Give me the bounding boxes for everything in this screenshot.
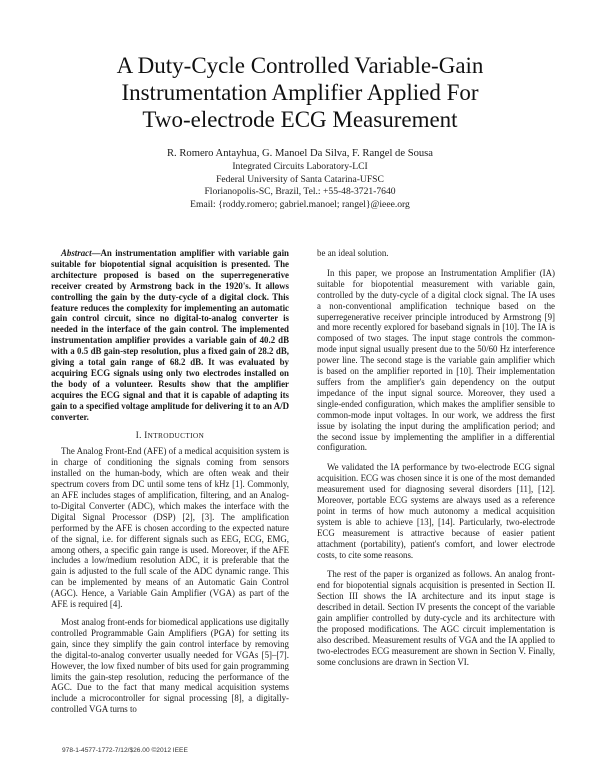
continued-paragraph: be an ideal solution. [317, 248, 389, 258]
author-list: R. Romero Antayhua, G. Manoel Da Silva, F. Rangel de Sousa [166, 148, 434, 159]
abstract-text: —An instrumentation amplifier with variable gain suitable for biopotential signal acquisition is presented. The architecture proposed is based on the superregenerative receiver created by Armstrong back in the 1920's. It allows controlling the gain by the duty-cycle of a digital clock. This feature reduces the complexity for implementing an automatic gain control circuit, since no digital-to-analog converter is needed in the interface of the gain control. The implemented instrumentation amplifier provides a variable gain of 40.2 dB with a 0.5 dB gain-step resolution, plus a fixed gain of 28.2 dB, giving a total gain range of 68.2 dB. It was evaluated by acquiring ECG signals using only two electrodes installed on the body of a volunteer. Results show that the amplifier acquires the ECG signal and that it is capable of adapting its gain to a specified voltage amplitude for delivering it to an A/D converter. [51, 248, 289, 422]
title-block [60, 52, 540, 211]
right-column [317, 248, 555, 668]
copyright-footer: 978-1-4577-1772-7/12/$26.00 ©2012 IEEE [62, 747, 188, 754]
affiliation-university: Federal University of Santa Catarina-UFSC [216, 173, 384, 185]
intro-paragraph-2: Most analog front-ends for biomedical applications use digitally controlled Programmable Gain Amplifiers (PGA) for setting its gain, since they simplify the gain control interface by removing the digital-to-analog converter usually needed for VGAs [5]–[7]. However, the low fixed number of bits used for gain programming limits the gain-step resolution, reducing the performance of the AGC. Due to the fact that many medical acquisition systems include a microcontroller for signal processing [8], a digitally-controlled VGA turns to [51, 617, 289, 715]
section-heading-introduction [51, 430, 289, 442]
affiliation-lab: Integrated Circuits Laboratory-LCI [232, 161, 368, 172]
abstract [51, 248, 289, 423]
title-line-1: A Duty-Cycle Controlled Variable-Gain [116, 53, 484, 78]
affiliation-email: Email: {roddy.romero; gabriel.manoel; rangel}@ieee.org [190, 198, 410, 210]
title-line-3: Two-electrode ECG Measurement [142, 107, 458, 132]
affiliation-location: Florianopolis-SC, Brazil, Tel.: +55-48-3721-7640 [204, 186, 396, 198]
section-number: I. [135, 429, 142, 440]
intro-paragraph-1: The Analog Front-End (AFE) of a medical acquisition system is in charge of conditioning the signals coming from sensors installed on the human-body, which are often weak and their spectrum covers from DC until some tens of kHz [1]. Commonly, an AFE includes stages of amplification, filtering, and an Analog-to-Digital Converter (ADC), which makes the interface with the Digital Signal Processor (DSP) [2], [3]. The amplification performed by the AFE is chosen according to the expected nature of the signal, i.e. for different signals such as EEG, ECG, EMG, among others, a specific gain range is used. Moreover, if the AFE includes a low/medium resolution ADC, it is preferable that the gain is adjusted to the full scale of the ADC dynamic range. This can be implemented by means of an Automatic Gain Control (AGC). Hence, a Variable Gain Amplifier (VGA) as part of the AFE is required [4]. [51, 446, 289, 610]
section-initial: I [144, 429, 148, 440]
left-column [51, 248, 289, 715]
intro-paragraph-5: The rest of the paper is organized as follows. An analog front-end for biopotential signals acquisition is presented in Section II. Section III shows the IA architecture and its input stage is described in detail. Section IV presents the concept of the variable gain amplifier controlled by duty-cycle and its architecture with the proposed modifications. The AGC circuit implementation is also described. Measurement results of VGA and the IA applied to two-electrodes ECG measurement are shown in Section V. Finally, some conclusions are drawn in Section VI. [317, 569, 555, 667]
paper-title [60, 52, 540, 133]
body-columns [51, 248, 555, 738]
section-title-rest: NTRODUCTION [147, 430, 205, 440]
abstract-lead: Abstract [61, 248, 92, 258]
title-line-2: Instrumentation Amplifier Applied For [121, 80, 479, 105]
intro-paragraph-4: We validated the IA performance by two-electrode ECG signal acquisition. ECG was chosen since it is one of the most demanded measurement used for diagnosing several disorders [11], [12]. Moreover, portable ECG systems are always used as a reference point in terms of how much autonomy a medical acquisition system is able to achieve [13], [14]. Particularly, two-electrode ECG measurement is attractive because of easier patient attachment (portability), patient's comfort, and lower electrode costs, to cite some reasons. [317, 462, 555, 560]
intro-paragraph-3: In this paper, we propose an Instrumentation Amplifier (IA) suitable for biopotential measurement with variable gain, controlled by the duty-cycle of a digital clock signal. The IA uses a non-conventional amplification technique based on the superregenerative receiver principle introduced by Armstrong [9] and more recently explored for baseband signals in [10]. The IA is composed of two stages. The input stage controls the common-mode input signal usually present due to the 50/60 Hz interference power line. The second stage is the variable gain amplifier which is based on the amplifier reported in [10]. Their implementation suffers from the amplifier's gain dependency on the output impedance of the input signal source. Moreover, they used a single-ended configuration, which makes the amplifier sensible to common-mode input voltages. In our work, we address the first issue by isolating the input during the amplification period; and the second issue by implementing the amplifier in a differential configuration. [317, 267, 555, 453]
